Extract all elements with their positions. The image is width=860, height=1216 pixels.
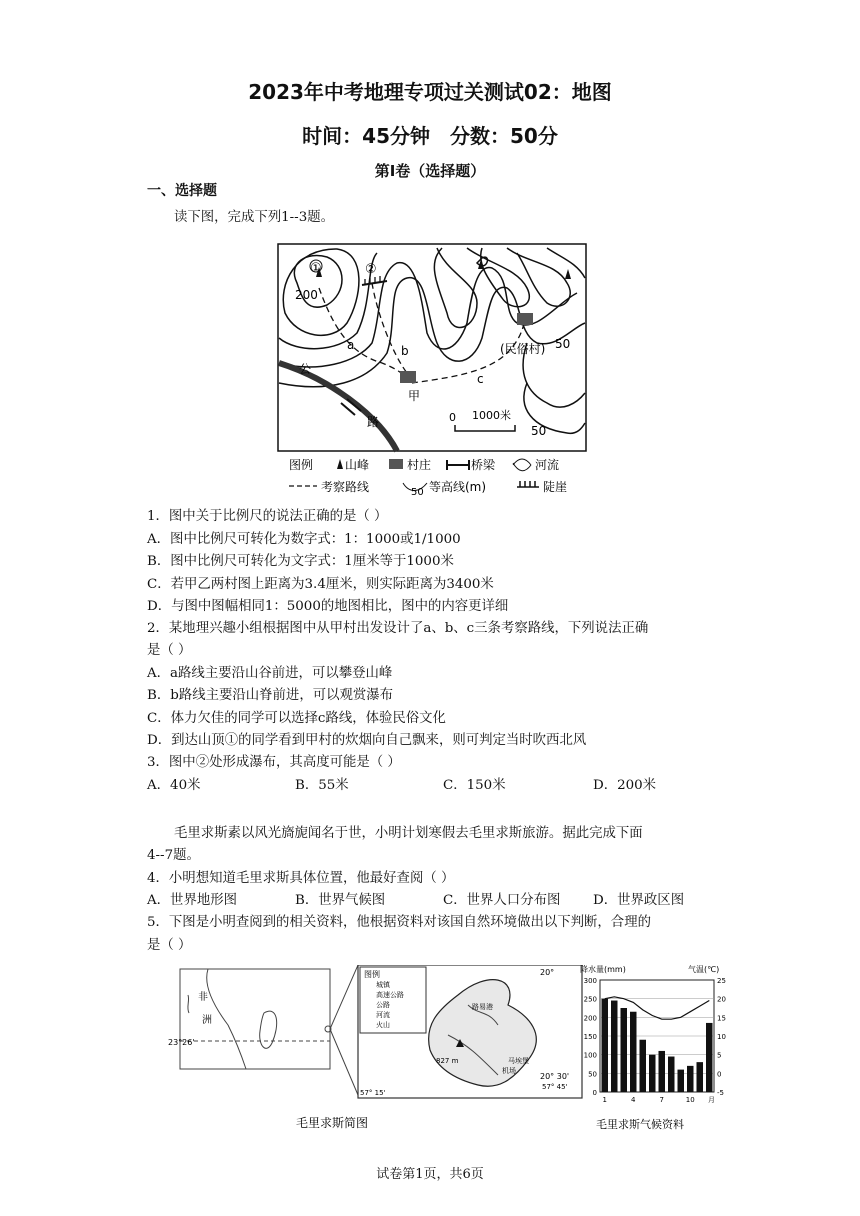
legend-contour: 等高线(m)	[429, 480, 487, 494]
temp-tick-label: 5	[717, 1051, 722, 1060]
city-airport: 机场	[502, 1067, 516, 1075]
lon-1-label: 57° 15'	[360, 1089, 386, 1097]
climate-chart-caption: 毛里求斯气候资料	[596, 1118, 684, 1131]
q2-option-d: D．到达山顶①的同学看到甲村的炊烟向自己飘来，则可判定当时吹西北风	[147, 733, 587, 748]
q1-option-a: A．图中比例尺可转化为数字式：1：1000或1/1000	[147, 532, 461, 547]
q5-stem-2: 是（ ）	[147, 938, 192, 953]
temp-tick-label: -5	[717, 1089, 724, 1097]
precip-bar	[630, 1012, 637, 1092]
temp-axis-label: 气温(℃)	[688, 965, 720, 974]
q4-option-c: C．世界人口分布图	[443, 893, 561, 908]
mauritius-map	[168, 965, 588, 1135]
precip-bar	[649, 1055, 656, 1092]
temp-tick-label: 20	[717, 995, 726, 1004]
part-title: 第Ⅰ卷（选择题）	[374, 162, 486, 180]
legend-contour-number: 50	[411, 487, 424, 498]
lat-20-label: 20°	[540, 968, 555, 977]
precip-tick-label: 0	[592, 1089, 597, 1097]
route-a-label: a	[347, 338, 355, 352]
legend-title: 图例	[289, 458, 314, 472]
legend-village: 村庄	[407, 458, 432, 472]
temp-tick-label: 25	[717, 977, 726, 985]
topographic-map	[277, 243, 589, 500]
climate-chart	[578, 962, 740, 1134]
q4-option-d: D．世界政区图	[593, 893, 685, 908]
lon-2-label: 57° 45'	[542, 1083, 568, 1091]
month-tick-label: 10	[685, 1096, 695, 1104]
temp-tick-label: 0	[717, 1070, 722, 1079]
q4-option-b: B．世界气候图	[295, 893, 386, 908]
village-folk-label: (民俗村)	[500, 342, 546, 356]
month-tick-label: 1	[602, 1096, 607, 1104]
map2-legend-highway: 高速公路	[376, 991, 404, 999]
precip-bar	[706, 1023, 713, 1092]
precip-bar	[611, 1001, 618, 1092]
precip-tick-label: 300	[583, 977, 597, 985]
legend-cliff-icon	[517, 481, 539, 487]
precip-bar	[687, 1066, 694, 1092]
q4-option-a: A．世界地形图	[147, 893, 238, 908]
q2-option-a: A．a路线主要沿山谷前进，可以攀登山峰	[147, 666, 393, 681]
map2-legend-town: 城镇	[376, 981, 390, 989]
q2-option-c: C．体力欠佳的同学可以选择c路线，体验民俗文化	[147, 711, 446, 726]
city-mahebourg: 马埃堡	[508, 1057, 529, 1065]
page-footer: 试卷第1页，共6页	[376, 1167, 484, 1182]
legend-bridge-icon	[447, 460, 469, 470]
peak-2-label: ②	[365, 262, 377, 277]
legend-river-icon	[513, 459, 531, 471]
temp-tick-label: 10	[717, 1033, 726, 1041]
precip-tick-label: 150	[583, 1033, 597, 1041]
africa-label-1: 非	[198, 992, 208, 1003]
map2-legend-title: 图例	[364, 970, 380, 979]
q3-option-d: D．200米	[593, 778, 657, 793]
legend-cliff: 陡崖	[543, 480, 568, 494]
elevation-label: 827 m	[436, 1057, 459, 1065]
q1-option-c: C．若甲乙两村图上距离为3.4厘米，则实际距离为3400米	[147, 577, 494, 592]
temp-line	[605, 997, 710, 1019]
legend-bridge: 桥梁	[471, 458, 496, 472]
section-title: 一、选择题	[147, 183, 217, 199]
legend-peak-icon	[337, 459, 343, 469]
precip-bar	[668, 1057, 675, 1092]
precip-bar	[602, 999, 609, 1092]
contour-50-label-b: 50	[531, 424, 547, 438]
intro-1: 读下图，完成下列1--3题。	[174, 210, 334, 225]
route-c-label: c	[477, 372, 484, 386]
contour-200-label: 200	[295, 288, 318, 302]
road-label-1: 公	[299, 362, 312, 376]
map2-legend-road: 公路	[376, 1001, 390, 1009]
route-b-label: b	[401, 344, 409, 358]
precip-axis-label: 降水量(mm)	[580, 965, 626, 974]
map2-legend-volcano: 火山	[376, 1021, 390, 1029]
precip-bar	[697, 1062, 704, 1092]
q2-stem-2: 是（ ）	[147, 643, 192, 658]
road-label-2: 路	[367, 415, 380, 429]
q2-option-b: B．b路线主要沿山脊前进，可以观赏瀑布	[147, 688, 394, 703]
legend-route: 考察路线	[321, 480, 370, 494]
scale-value: 1000米	[472, 409, 511, 422]
intro-2-line-1: 毛里求斯素以风光旖旎闻名于世，小明计划寒假去毛里求斯旅游。据此完成下面	[174, 826, 643, 841]
q3-stem: 3．图中②处形成瀑布，其高度可能是（ ）	[147, 755, 401, 770]
city-port-louis: 路易港	[472, 1003, 493, 1011]
month-tick-label: 4	[631, 1096, 636, 1104]
map2-legend-river: 河流	[376, 1011, 390, 1019]
precip-tick-label: 250	[583, 995, 597, 1004]
q1-option-b: B．图中比例尺可转化为文字式：1厘米等于1000米	[147, 554, 454, 569]
temp-tick-label: 15	[717, 1014, 726, 1023]
month-tick-label: 7	[659, 1096, 664, 1104]
q3-option-a: A．40米	[147, 778, 201, 793]
precip-tick-label: 100	[583, 1051, 597, 1060]
q3-option-c: C．150米	[443, 778, 506, 793]
mauritius-map-caption: 毛里求斯简图	[296, 1116, 369, 1130]
q3-option-b: B．55米	[295, 778, 349, 793]
precip-bar	[678, 1070, 685, 1092]
q1-stem: 1．图中关于比例尺的说法正确的是（ ）	[147, 509, 388, 524]
contour-50-label-a: 50	[555, 337, 571, 351]
month-unit-label: 月	[708, 1096, 715, 1104]
precip-tick-label: 50	[588, 1070, 597, 1079]
village-jia-label: 甲	[408, 389, 421, 403]
tropic-label: 23°26'	[168, 1038, 195, 1047]
legend-peak: 山峰	[345, 458, 370, 472]
scale-zero: 0	[449, 411, 456, 424]
legend-river: 河流	[535, 458, 560, 472]
page-title: 2023年中考地理专项过关测试02：地图	[248, 80, 612, 104]
intro-2-line-2: 4--7题。	[147, 848, 200, 863]
legend-village-icon	[389, 459, 403, 469]
exam-info: 时间：45分钟 分数：50分	[302, 124, 558, 148]
q1-option-d: D．与图中图幅相同1：5000的地图相比，图中的内容更详细	[147, 599, 509, 614]
peak-1-label: ①	[310, 261, 322, 276]
precip-bar	[621, 1008, 628, 1092]
africa-label-2: 洲	[202, 1015, 212, 1026]
q2-stem-1: 2．某地理兴趣小组根据图中从甲村出发设计了a、b、c三条考察路线，下列说法正确	[147, 621, 649, 636]
precip-bar	[640, 1040, 647, 1092]
precip-tick-label: 200	[583, 1014, 597, 1023]
lat-2030-label: 20° 30'	[540, 1072, 570, 1081]
q4-stem: 4．小明想知道毛里求斯具体位置，他最好查阅（ ）	[147, 871, 455, 886]
q5-stem-1: 5．下图是小明查阅到的相关资料，他根据资料对该国自然环境做出以下判断，合理的	[147, 915, 651, 930]
precip-bar	[659, 1051, 666, 1092]
